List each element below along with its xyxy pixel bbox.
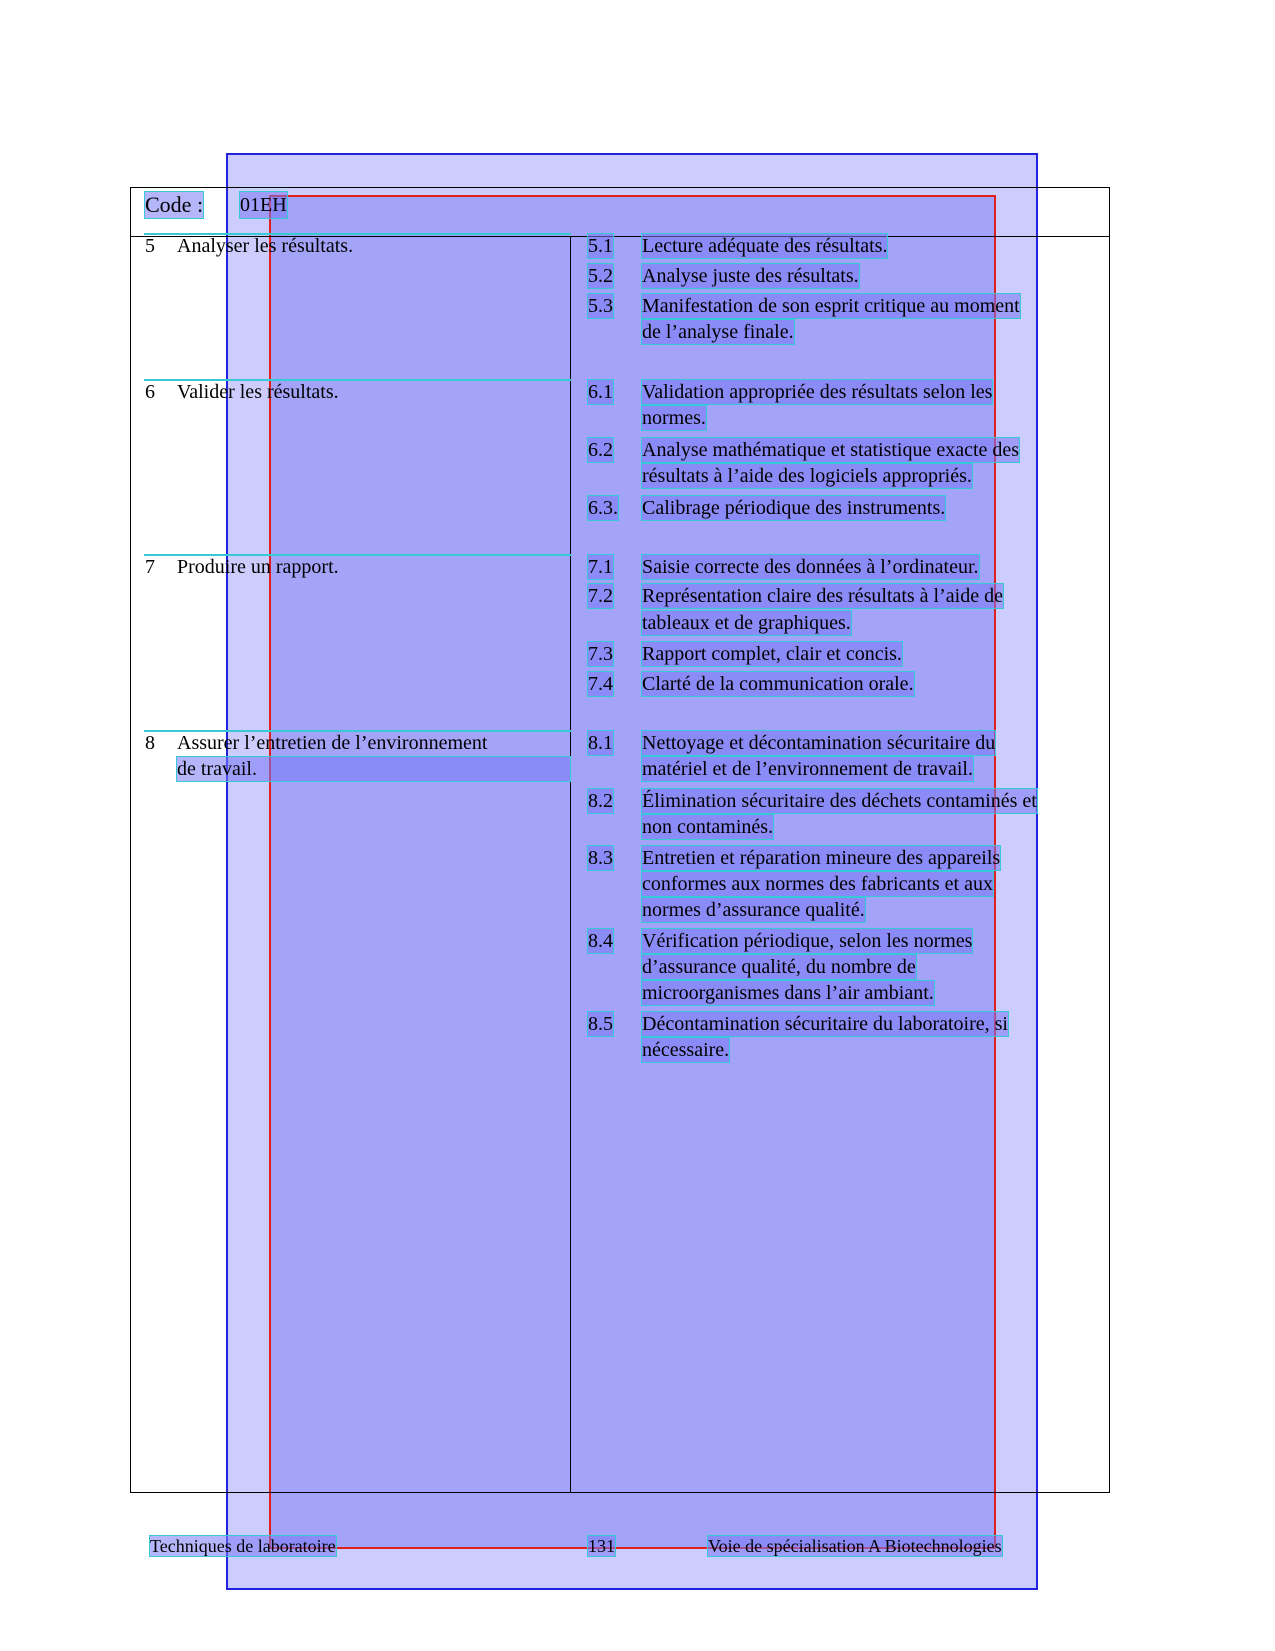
row-title: Analyser les résultats. xyxy=(177,235,354,257)
item-text: Lecture adéquate des résultats. xyxy=(642,235,888,257)
item-text: conformes aux normes des fabricants et aux xyxy=(642,873,993,895)
item-number: 6.1 xyxy=(588,381,613,403)
footer-page-number: 131 xyxy=(588,1536,615,1556)
item-text: matériel et de l’environnement de travail. xyxy=(642,758,973,780)
item-text: résultats à l’aide des logiciels appropriés. xyxy=(642,465,972,487)
item-text: Entretien et réparation mineure des appareils xyxy=(642,847,1001,869)
item-text: d’assurance qualité, du nombre de xyxy=(642,956,916,978)
item-number: 8.5 xyxy=(588,1013,613,1035)
item-text: Analyse juste des résultats. xyxy=(642,265,859,287)
item-number: 5.3 xyxy=(588,295,613,317)
column-divider xyxy=(570,237,571,1493)
item-number: 6.2 xyxy=(588,439,613,461)
item-number: 7.3 xyxy=(588,643,613,665)
item-number: 8.3 xyxy=(588,847,613,869)
item-text: normes. xyxy=(642,407,706,429)
item-text: Élimination sécuritaire des déchets contaminés et xyxy=(642,790,1037,812)
item-text: tableaux et de graphiques. xyxy=(642,612,851,634)
footer-left: Techniques de laboratoire xyxy=(150,1536,336,1556)
item-text: Manifestation de son esprit critique au moment xyxy=(642,295,1020,317)
item-text: Calibrage périodique des instruments. xyxy=(642,497,946,519)
row-number: 5 xyxy=(145,235,155,257)
item-number: 7.1 xyxy=(588,556,613,578)
item-text: Rapport complet, clair et concis. xyxy=(642,643,902,665)
item-text: nécessaire. xyxy=(642,1039,730,1061)
item-text: microorganismes dans l’air ambiant. xyxy=(642,982,934,1004)
item-text: Représentation claire des résultats à l’aide de xyxy=(642,585,1003,607)
footer-right: Voie de spécialisation A Biotechnologies xyxy=(708,1536,1002,1556)
item-text: Validation appropriée des résultats selon les xyxy=(642,381,993,403)
item-text: non contaminés. xyxy=(642,816,774,838)
item-text: normes d’assurance qualité. xyxy=(642,899,865,921)
item-number: 8.1 xyxy=(588,732,613,754)
item-text: Nettoyage et décontamination sécuritaire du xyxy=(642,732,996,754)
row-number: 6 xyxy=(145,381,155,403)
code-value: 01EH xyxy=(240,194,287,216)
item-number: 8.4 xyxy=(588,930,613,952)
item-text: Clarté de la communication orale. xyxy=(642,673,914,695)
item-number: 6.3. xyxy=(588,497,618,519)
row-number: 8 xyxy=(145,732,155,754)
item-text: Vérification périodique, selon les normes xyxy=(642,930,973,952)
item-number: 7.4 xyxy=(588,673,613,695)
row-title: Valider les résultats. xyxy=(177,381,339,403)
row-title: Produire un rapport. xyxy=(177,556,339,578)
item-text: de l’analyse finale. xyxy=(642,321,794,343)
row-title-continued: de travail. xyxy=(177,757,570,781)
item-number: 5.2 xyxy=(588,265,613,287)
row-number: 7 xyxy=(145,556,155,578)
code-label: Code : xyxy=(145,192,204,217)
item-text: Décontamination sécuritaire du laboratoire, si xyxy=(642,1013,1008,1035)
item-text: Analyse mathématique et statistique exacte des xyxy=(642,439,1020,461)
row-title: Assurer l’entretien de l’environnement xyxy=(177,732,488,754)
item-text: Saisie correcte des données à l’ordinateur. xyxy=(642,556,979,578)
item-number: 8.2 xyxy=(588,790,613,812)
item-number: 7.2 xyxy=(588,585,613,607)
item-number: 5.1 xyxy=(588,235,613,257)
